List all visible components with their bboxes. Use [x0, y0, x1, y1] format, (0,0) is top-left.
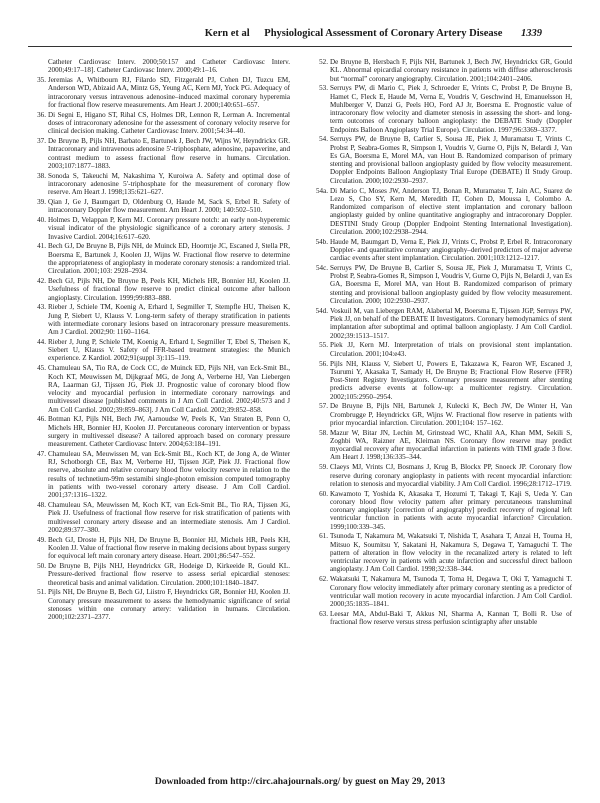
- reference-number: 43.: [37, 303, 46, 312]
- reference-text: Haude M, Baumgart D, Verna E, Piek JJ, Vrints C, Probst P, Erbel R. Intracoronary Doppler- and quantitative coronary angiography–derived predictors of major adverse cardiac events after stent implantation. Circulation. 2001;103:1212–1217.: [330, 237, 572, 263]
- reference-number: 54b.: [315, 237, 328, 246]
- reference-number: 44.: [37, 337, 46, 346]
- reference-entry: [28, 303, 290, 336]
- reference-number: 54c.: [315, 263, 328, 272]
- reference-entry: [28, 58, 290, 75]
- reference-text: De Bruyne B, Pijls NHJ, Heyndrickx GR, Hodeige D, Kirkeeide R, Gould KL. Pressure-derived fractional flow reserve to assess serial epicardial stenoses: theoretical basis and animal validation. Circulation. 2000;101:1840–1847.: [48, 562, 290, 587]
- reference-entry: [28, 198, 290, 215]
- left-column: [28, 58, 290, 770]
- reference-text: Catheter Cardiovasc Interv. 2000;50:157 and Catheter Cardiovasc Interv. 2000;49:17–18]. Catheter Cardiovasc Interv. 2000;49:1–16.: [48, 58, 290, 75]
- reference-number: 51.: [37, 588, 46, 597]
- reference-entry: [28, 277, 290, 302]
- reference-number: 54.: [319, 135, 328, 144]
- reference-entry: [28, 501, 290, 534]
- reference-entry: [310, 610, 572, 627]
- reference-entry: [310, 532, 572, 573]
- reference-entry: [310, 135, 572, 185]
- reference-number: 53.: [319, 84, 328, 93]
- reference-text: Tsunoda T, Nakamura M, Wakatsuki T, Nishida T, Asahara T, Anzai H, Touma H, Mitsuo K, Soumitsu Y, Sakatani H, Nakamura S, Degawa T, Yamaguchi T. The pattern of alteration in flow velocity in the recanalized artery is related to left ventricular recovery in patients with acute infarction and successful direct balloon angioplasty. J Am Coll Cardiol. 1998;32:338–344.: [330, 532, 572, 574]
- reference-entry: [28, 172, 290, 197]
- reference-text: Chamuleau SA, Meuwissen M, Koch KT, van Eck-Smit BL, Tio RA, Tijssen JG, Piek JJ. Usefulness of fractional flow reserve for risk stratification of patients with multivessel coronary artery disease and an intermediate stenosis. Am J Cardiol. 2002;89:377–380.: [48, 501, 290, 534]
- reference-columns: [28, 58, 572, 770]
- reference-number: 59.: [319, 463, 328, 472]
- reference-entry: [28, 588, 290, 621]
- reference-number: 45.: [37, 364, 46, 373]
- reference-text: Claeys MJ, Vrints CJ, Bosmans J, Krug B, Blockx PP, Snoeck JP. Coronary flow reserve during coronary angioplasty in patients with recent myocardial infarction: relation to stenosis and myocardial viability. J Am Coll Cardiol. 1996;28:1712–1719.: [330, 463, 572, 488]
- reference-text: Bech GJ, Droste H, Pijls NH, De Bruyne B, Bonnier HJ, Michels HR, Peels KH, Koolen JJ. Value of fractional flow reserve in making decisions about bypass surgery for equivocal left main coronary artery disease. Heart. 2001;86:547–552.: [48, 535, 290, 561]
- reference-text: Pijls NH, Klauss V, Siebert U, Powers E, Takazawa K, Fearon WF, Escaned J, Tsurumi Y, Akasaka T, Samady H, De Bruyne B; Fractional Flow Reserve (FFR) Post-Stent Registry Investigators. Coronary pressure measurement after stenting predicts adverse events at follow-up: a multicenter registry. Circulation. 2002;105:2950–2954.: [330, 359, 572, 401]
- reference-number: 49.: [37, 535, 46, 544]
- reference-number: 60.: [319, 489, 328, 498]
- reference-text: Mazur W, Bitar JN, Lechin M, Grinstead WC, Khalil AA, Khan MM, Sekili S, Zoghbi WA, Raizner AE, Kleiman NS. Coronary flow reserve may predict myocardial recovery after myocardial infarction in patients with TIMI grade 3 flow. Am Heart J. 1998;136:335–344.: [330, 428, 572, 462]
- reference-number: 52.: [319, 58, 328, 66]
- download-footer: Downloaded from http://circ.ahajournals.org/ by guest on May 29, 2013: [154, 777, 446, 787]
- reference-number: 35.: [37, 76, 46, 85]
- reference-entry: [28, 216, 290, 241]
- reference-text: Leesar MA, Abdul-Baki T, Akkus NI, Sharma A, Kannan T, Bolli R. Use of fractional flow reserve versus stress perfusion scintigraphy after unstable: [330, 609, 572, 627]
- reference-number: 40.: [37, 216, 46, 225]
- reference-number: 58.: [319, 428, 328, 437]
- reference-entry: [310, 402, 572, 427]
- reference-entry: [310, 360, 572, 401]
- running-header: [0, 28, 600, 48]
- reference-number: 54a.: [315, 186, 328, 195]
- reference-text: Botman KJ, Pijls NH, Bech JW, Aarnoudse W, Peels K, Van Straten B, Penn O, Michels HR, Bonnier HJ, Koolen JJ. Percutaneous coronary intervention or bypass surgery in multivessel disease? A tailored approach based on coronary pressure measurement. Catheter Cardiovasc Interv. 2004;63:184–191.: [48, 415, 290, 449]
- reference-text: Piek JJ, Kern MJ. Interpretation of trials on provisional stent implantation. Circulation. 2001;104:e43.: [330, 341, 572, 358]
- reference-entry: [28, 242, 290, 275]
- reference-text: Di Mario C, Moses JW, Anderson TJ, Bonan R, Muramatsu T, Jain AC, Suarez de Lezo S, Cho SY, Kern M, Meredith IT, Cohen D, Moussa I, Colombo A. Randomized comparison of elective stent implantation and coronary balloon angioplasty guided by online quantitative angiography and intracoronary Doppler. DESTINI Study Group (Doppler Endpoint Stenting International Investigation). Circulation. 2000;102:2938–2944.: [330, 186, 572, 236]
- reference-entry: [310, 84, 572, 134]
- reference-text: Rieber J, Schiele TM, Koenig A, Erhard I, Segmiller T, Stempfle HU, Theisen K, Jung P, Siebert U, Klauss V. Long-term safety of therapy stratification in patients with intermediate coronary lesions based on intracoronary pressure measurements. Am J Cardiol. 2002;90: 1160–1164.: [48, 303, 290, 337]
- reference-number: 57.: [319, 402, 328, 411]
- reference-entry: [28, 536, 290, 561]
- header-author: Kern et al: [204, 28, 250, 39]
- reference-entry: [28, 137, 290, 170]
- reference-text: Holmes D, Velappan P, Kern MJ. Coronary pressure notch: an early non-hyperemic visual indicator of the physiologic significance of a coronary artery stenosis. J Invasive Cardiol. 2004;16:617–620.: [48, 216, 290, 241]
- reference-number: 41.: [37, 242, 46, 251]
- reference-number: 47.: [37, 449, 46, 458]
- reference-text: Bech GJ, Pijls NH, De Bruyne B, Peels KH, Michels HR, Bonnier HJ, Koolen JJ. Usefulness of fractional flow reserve to predict clinical outcome after balloon angioplasty. Circulation. 1999;99:883–888.: [48, 277, 290, 302]
- reference-entry: [310, 187, 572, 237]
- reference-text: Rieber J, Jung P, Schiele TM, Koenig A, Erhard I, Segmiller T, Ebel S, Theisen K, Siebert U, Klauss V. Safety of FFR-based treatment strategies: the Munich experience. Z Kardiol. 2002;91(suppl 3):115–119.: [48, 337, 290, 363]
- page-number: 1339: [521, 28, 542, 39]
- reference-entry: [310, 58, 572, 83]
- reference-entry: [310, 575, 572, 608]
- reference-number: 55.: [319, 341, 328, 350]
- reference-entry: [28, 364, 290, 414]
- header-rule: [28, 46, 572, 47]
- reference-number: 48.: [37, 501, 46, 510]
- reference-text: Serruys PW, De Bruyne B, Carlier S, Sousa JE, Piek J, Muramatsu T, Vrints C, Probst P, Seabra-Gomes R, Simpson I, Voudris V, Gurne O, Pijls N, Belardi J, van Es GA, Boersma E, Morel MA, van Hout B. Randomized comparison of primary stenting and provisional balloon angioplasty guided by flow velocity measurement. Circulation. 2000; 102:2930–2937.: [330, 263, 572, 305]
- reference-entry: [310, 307, 572, 340]
- reference-number: 50.: [37, 562, 46, 570]
- reference-text: Kawamoto T, Yoshida K, Akasaka T, Hozumi T, Takagi T, Kaji S, Ueda Y. Can coronary blood flow velocity pattern after primary percutaneous transluminal coronary angioplasty [correction of angiography] predict recovery of regional left ventricular function in patients with acute myocardial infarction? Circulation. 1999;100:339–345.: [330, 489, 572, 531]
- reference-text: Chamuleau SA, Tio RA, de Cock CC, de Muinck ED, Pijls NH, van Eck-Smit BL, Koch KT, Meuwissen M, Dijkgraaf MG, de Jong A, Verberne HJ, Van Liebergen RA, Laarman GJ, Tijssen JG, Piek JJ. Prognostic value of coronary blood flow velocity and myocardial perfusion in intermediate coronary narrowings and multivessel disease [published comments in J Am Coll Cardiol. 2002;40:573 and J Am Coll Cardiol. 2002;39:859–863]. J Am Coll Cardiol. 2002;39:852–858.: [48, 364, 290, 414]
- reference-entry: [310, 238, 572, 263]
- reference-number: 39.: [37, 197, 46, 206]
- reference-text: De Bruyne B, Pijls NH, Bartunek J, Kulecki K, Bech JW, De Winter H, Van Crombrugge P, Heyndrickx GR, Wijns W. Fractional flow reserve in patients with prior myocardial infarction. Circulation. 2001;104: 157–162.: [330, 402, 572, 427]
- reference-entry: [310, 429, 572, 462]
- reference-text: Pijls NH, De Bruyne B, Bech GJ, Liistro F, Heyndrickx GR, Bonnier HJ, Koolen JJ. Coronary pressure measurement to assess the hemodynamic significance of serial stenoses within one coronary artery: validation in humans. Circulation. 2000;102:2371–2377.: [48, 588, 290, 622]
- reference-number: 56.: [319, 359, 328, 368]
- reference-entry: [310, 264, 572, 305]
- running-title: [205, 28, 542, 39]
- reference-number: 54d.: [315, 306, 328, 315]
- reference-number: 62.: [319, 575, 328, 584]
- reference-number: 63.: [319, 609, 328, 618]
- reference-entry: [28, 76, 290, 109]
- reference-text: Serruys PW, de Bruyne B, Carlier S, Sousa JE, Piek J, Muramatsu T, Vrints C, Probst P, Seabra-Gomes R, Simpson I, Voudris V, Gurne O, Pijls N, Belardi J, Van Es GA, Boersma E, Morel MA, van Hout B. Randomized comparison of primary stenting and provisional balloon angioplasty guided by flow velocity measurement. Doppler Endpoints Balloon Angioplasty Trial Europe (DEBATE) II Study Group. Circulation. 2000;102:2930–2937.: [330, 135, 572, 185]
- reference-entry: [310, 341, 572, 358]
- reference-text: Wakatsuki T, Nakamura M, Tsunoda T, Toma H, Degawa T, Oki T, Yamaguchi T. Coronary flow velocity immediately after primary coronary stenting as a predictor of ventricular wall motion recovery in acute myocardial infarction. J Am Coll Cardiol. 2000;35:1835–1841.: [330, 575, 572, 609]
- reference-text: Chamuleau SA, Meuwissen M, van Eck-Smit BL, Koch KT, de Jong A, de Winter RJ, Schotborgh CE, Bax M, Verberne HJ, Tijssen JGP, Piek JJ. Fractional flow reserve, absolute and relative coronary blood flow velocity reserve in relation to the results of technetium-99m sestamibi single-photon emission computed tomography in patients with two-vessel coronary artery disease. J Am Coll Cardiol. 2001;37:1316–1322.: [48, 449, 290, 500]
- reference-number: 36.: [37, 110, 46, 119]
- reference-entry: [310, 463, 572, 488]
- reference-text: Di Segni E, Higano ST, Rihal CS, Holmes DR, Lennon R, Lerman A. Incremental doses of intracoronary adenosine for the assessment of coronary velocity reserve for clinical decision making. Catheter Cardiovasc Interv. 2001;54:34–40.: [48, 110, 290, 136]
- reference-text: Bech GJ, De Bruyne B, Pijls NH, de Muinck ED, Hoorntje JC, Escaned J, Stella PR, Boersma E, Bartunek J, Koolen JJ, Wijns W. Fractional flow reserve to determine the appropriateness of angioplasty in moderate coronary stenosis: a randomized trial. Circulation. 2001;103: 2928–2934.: [48, 242, 290, 276]
- reference-text: Jeremias A, Whitbourn RJ, Filardo SD, Fitzgerald PJ, Cohen DJ, Tuzcu EM, Anderson WD, Abizaid AA, Mintz GS, Yeung AC, Kern MJ, Yock PG. Adequacy of intracoronary versus intravenous adenosine–induced maximal coronary hyperemia for fractional flow reserve measurements. Am Heart J. 2000;140:651–657.: [48, 76, 290, 109]
- reference-number: 37.: [37, 137, 46, 146]
- reference-number: 38.: [37, 171, 46, 180]
- reference-entry: [28, 338, 290, 363]
- reference-entry: [28, 562, 290, 587]
- reference-entry: [28, 111, 290, 136]
- reference-text: Voskuil M, van Liebergen RAM, Alabertal M, Boersma E, Tijssen JGP, Serruys PW, Piek JJ, on behalf of the DEBATE II Investigators. Coronary hemodynamics of stent implantation after suboptimal and optimal balloon angioplasty. J Am Coll Cardiol. 2002;39:1513–1517.: [330, 306, 572, 340]
- reference-entry: [310, 490, 572, 531]
- reference-number: 61.: [319, 532, 328, 541]
- right-column: [310, 58, 572, 770]
- reference-number: 46.: [37, 415, 46, 424]
- reference-text: Sonoda S, Takeuchi M, Nakashima Y, Kuroiwa A. Safety and optimal dose of intracoronary adenosine 5′-triphosphate for the measurement of coronary flow reserve. Am Heart J. 1998;135:621–627.: [48, 171, 290, 197]
- header-title: Physiological Assessment of Coronary Artery Disease: [264, 28, 503, 39]
- reference-number: 42.: [37, 277, 46, 285]
- reference-text: Serruys PW, di Mario C, Piek J, Schroeder E, Vrints C, Probst P, De Bruyne B, Hamet C, Fleck E, Haude M, Verna E, Voudris V, Geschwind H, Emanuelsson H, Muhlberger V, Danzi G, Peels HO, Ford AJ Jr, Boersma E. Prognostic value of intracoronary flow velocity and diameter stenosis in assessing the short- and long-term outcomes of coronary balloon angioplasty: the DEBATE Study (Doppler Endpoints Balloon Angioplasty Trial Europe). Circulation. 1997;96:3369–3377.: [330, 84, 572, 134]
- reference-text: Qian J, Ge J, Baumgart D, Oldenburg O, Haude M, Sack S, Erbel R. Safety of intracoronary Doppler flow measurement. Am Heart J. 2000; 140:502–510.: [48, 197, 290, 215]
- reference-text: De Bruyne B, Hersbach F, Pijls NH, Bartunek J, Bech JW, Heyndrickx GR, Gould KL. Abnormal epicardial coronary resistance in patients with diffuse atherosclerosis but “normal” coronary angiography. Circulation. 2001;104:2401–2406.: [330, 58, 572, 83]
- reference-text: De Bruyne B, Pijls NH, Barbato E, Bartunek J, Bech JW, Wijns W, Heyndrickx GR. Intracoronary and intravenous adenosine 5′-triphosphate, adenosine, papaverine, and contrast medium to assess fractional flow reserve in humans. Circulation. 2003;107:1877–1883.: [48, 137, 290, 170]
- reference-entry: [28, 450, 290, 500]
- reference-entry: [28, 415, 290, 448]
